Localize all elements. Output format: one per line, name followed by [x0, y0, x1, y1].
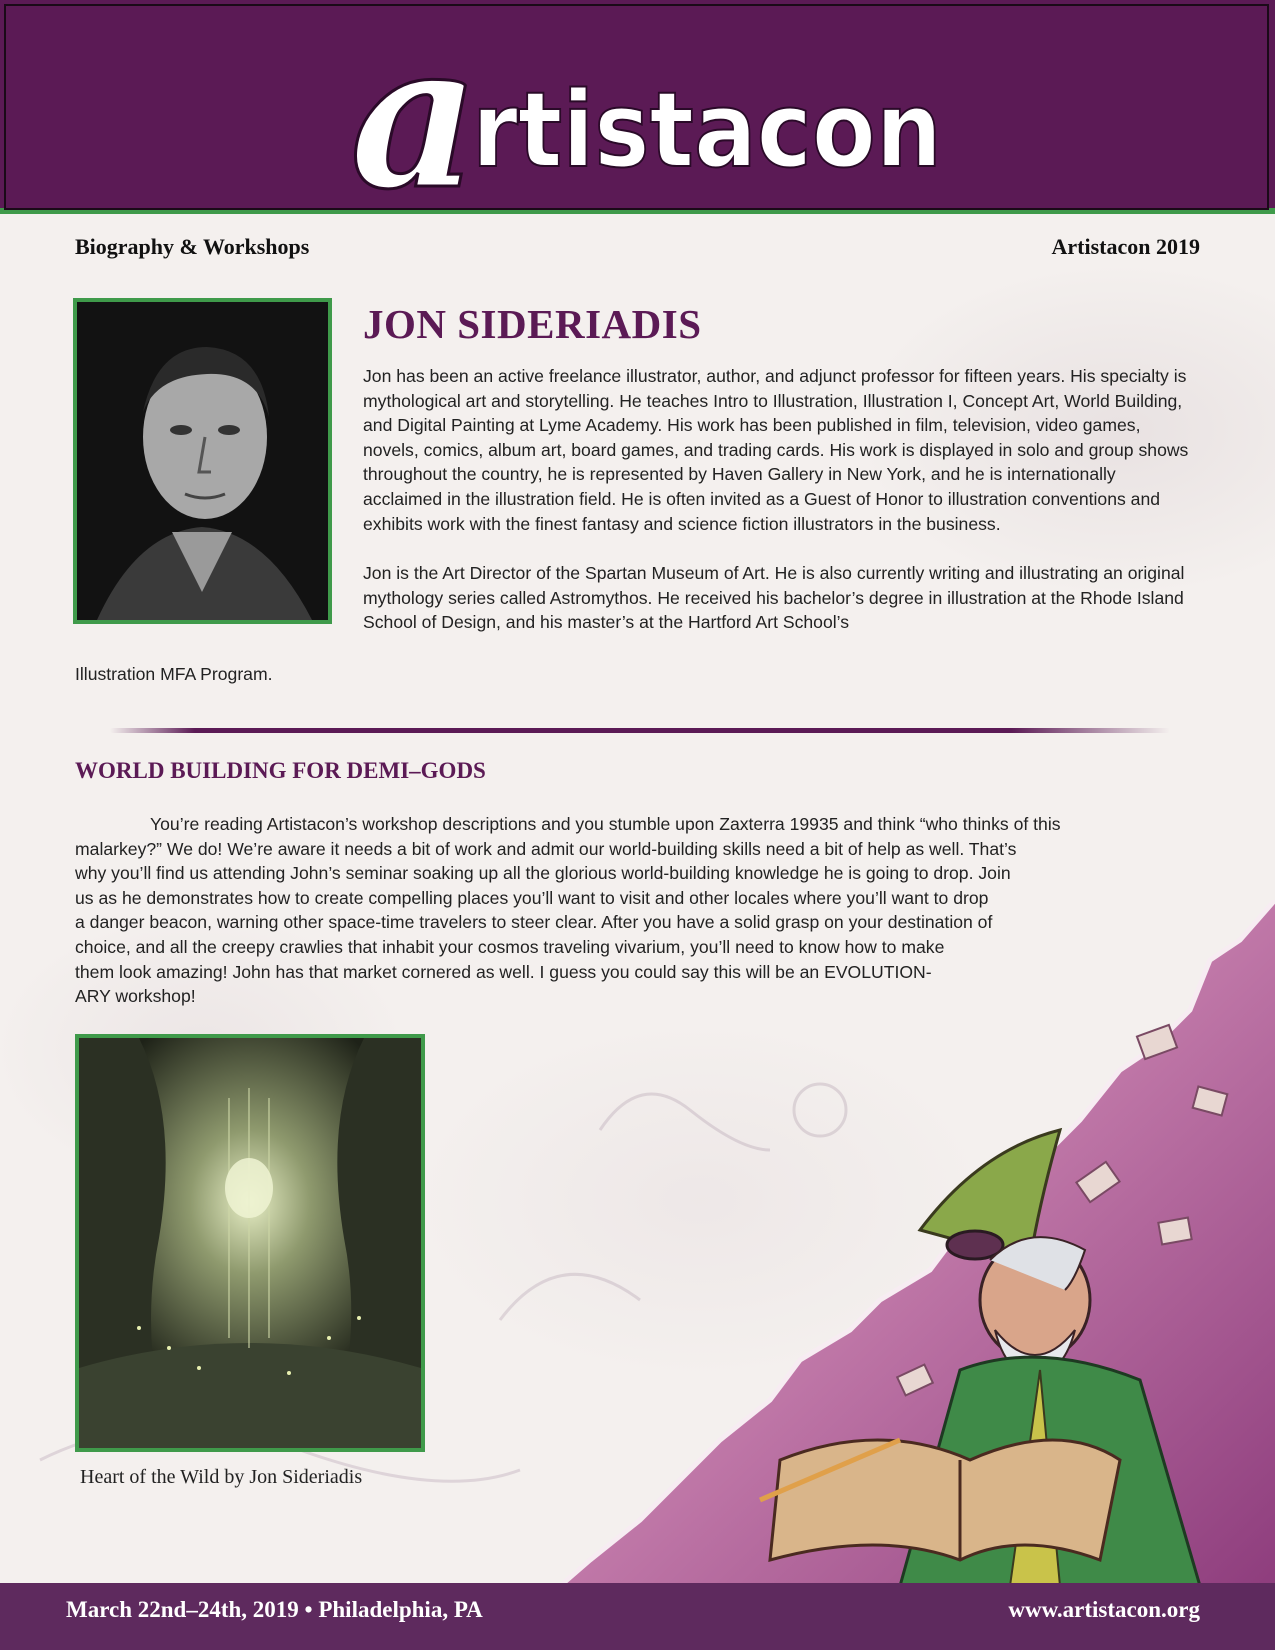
section-divider — [110, 728, 1170, 733]
event-dates-location: March 22nd–24th, 2019 • Philadelphia, PA — [66, 1597, 483, 1622]
artwork-caption: Heart of the Wild by Jon Sideriadis — [80, 1466, 363, 1488]
workshop-line: malarkey?” We do! We’re aware it needs a bit of work and admit our world-building skills need a bit of help as well. That’s — [75, 838, 1017, 859]
website-link[interactable]: www.artistacon.org — [1008, 1597, 1200, 1622]
section-label: Biography & Workshops — [75, 234, 310, 259]
workshop-description — [75, 812, 1215, 1009]
artist-name: JON SIDERIADIS — [363, 301, 702, 347]
event-label: Artistacon 2019 — [1051, 234, 1200, 259]
masthead — [0, 0, 1275, 214]
workshop-line: us as he demonstrates how to create compelling places you’ll want to visit and other locales where you’ll want to drop — [75, 887, 989, 908]
bio-paragraph-2: Jon is the Art Director of the Spartan Museum of Art. He is also currently writing and illustrating an original mythology series called Astromythos. He received his bachelor’s degree in illustration at the Rhode Island School of Design, and his master’s at the Hartford Art School’s — [363, 563, 1185, 633]
svg-text:rtistacon: rtistacon — [472, 69, 942, 191]
bio-paragraph-1: Jon has been an active freelance illustrator, author, and adjunct professor for fifteen years. His specialty is mythological art and storytelling. He teaches Intro to Illustration, Illustration I, Concept Art, World Building, and Digital Painting at Lyme Academy. His work has been published in film, television, video games, novels, comics, album art, board games, and trading cards. His work is displayed in solo and group shows throughout the country, he is represented by Haven Gallery in New York, and he is internationally acclaimed in the illustration field. He is often invited as a Guest of Honor to illustration conventions and exhibits work with the finest fantasy and science fiction illustrators in the business. — [363, 366, 1189, 534]
bio-paragraph-2-tail: Illustration MFA Program. — [75, 664, 273, 684]
svg-text:a: a — [350, 18, 480, 208]
workshop-line: ARY workshop! — [75, 986, 196, 1007]
workshop-line: choice, and all the creepy crawlies that inhabit your cosmos traveling vivarium, you’ll need to know how to make — [75, 936, 945, 957]
artistacon-logo — [340, 18, 960, 208]
workshop-line: them look amazing! John has that market cornered as well. I guess you could say this will be an EVOLUTION- — [75, 961, 932, 982]
workshop-line: You’re reading Artistacon’s workshop descriptions and you stumble upon Zaxterra 19935 and think “who thinks of this — [150, 814, 1061, 834]
workshop-line: a danger beacon, warning other space-time travelers to steer clear. After you have a solid grasp on your destination of — [75, 912, 993, 933]
workshop-title: WORLD BUILDING FOR DEMI–GODS — [75, 758, 486, 783]
workshop-line: why you’ll find us attending John’s seminar soaking up all the glorious world-building knowledge he is going to drop. Join — [75, 863, 1011, 884]
portrait-photo — [73, 298, 332, 624]
artwork-image — [75, 1034, 425, 1452]
biography — [363, 364, 1195, 660]
